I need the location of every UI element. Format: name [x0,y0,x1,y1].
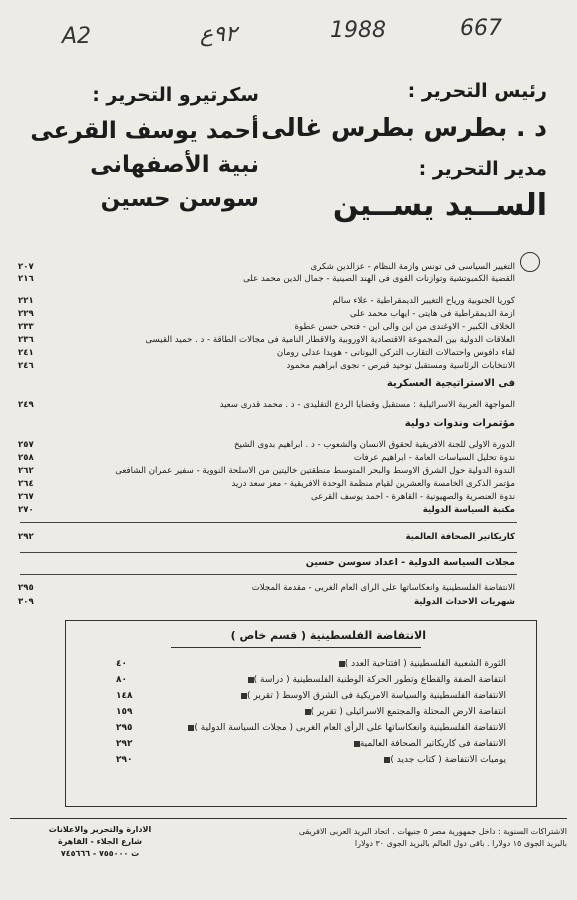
toc-entry: ٢٤١ لقاء دافوس واحتمالات التقارب التركى اليونانى - هويدا عدلى رومان [18,348,515,358]
toc-entry: ٢٩٢ كاريكاتير الصحافة العالمية [18,532,515,542]
toc-entry: ٢٧٠ مكتبة السياسة الدولية [18,505,515,515]
toc-entry: ٢٥٨ ندوة تحليل السياسات العامة - ابراهيم عرفات [18,453,515,463]
special-item: ١٥٩ انتفاضة الارض المحتلة والمجتمع الاسرائيلى ( تقرير ) [116,707,506,717]
toc-entry: ٢٢١ كوريا الجنوبية ورياح التغيير الديمقراطية - علاء سالم [18,296,515,306]
title-underline [171,647,421,648]
chief-editor-name: د . بطرس بطرس غالى [261,113,547,142]
special-item: ٢٩٢ الانتفاضة فى كاريكاتير الصحافة العالمية [116,739,506,749]
secretaries-title: سكرتيرو التحرير : [92,84,259,106]
toc-entry: ٢٦٧ ندوة العنصرية والصهيونية - القاهرة - احمد يوسف القرعى [18,492,515,502]
separator-line [20,574,517,575]
handwritten-year: 1988 [330,18,386,43]
special-item: ٤٠ الثورة الشعبية الفلسطينية ( افتتاحية العدد ) [116,659,506,669]
toc-entry: ٢٩٥ الانتفاضة الفلسطينية وانعكاساتها على الرأى العام الغربى - مقدمة المجلات [18,583,515,593]
special-item: ٢٩٠ يوميات الانتفاضة ( كتاب جديد ) [116,755,506,765]
special-section-title: الانتفاضة الفلسطينية ( قسم خاص ) [230,629,426,642]
toc-entry: ٢٣٦ العلاقات الدولية بين المجموعة الاقتصادية الاوروبية والاقطار النامية فى مجالات الطاقة - د . حميد القيسى [18,335,515,345]
toc-entry: ٢٤٩ المواجهة العربية الاسرائيلية : مستقبل وقضايا الردع التقليدى - د . محمد قدرى سعيد [18,400,515,410]
managing-editor-name: الســيد يســين [332,188,547,223]
handwritten-circle-mark [520,252,540,272]
chief-editor-title: رئيس التحرير : [407,80,547,102]
toc-entry: ٢٥٧ الدورة الاولى للجنة الافريقية لحقوق الانسان والشعوب - د . ابراهيم بدوى الشيخ [18,440,515,450]
toc-entry: ٣٠٩ شهريات الاحداث الدولية [18,597,515,607]
secretary-name: سوسن حسين [100,186,259,212]
managing-editor-title: مدير التحرير : [418,158,547,180]
separator-line [20,552,517,553]
separator-line [20,522,517,523]
footer-rule [10,818,567,819]
handwritten-code-mid: ٩٢ع [200,22,237,47]
handwritten-number: 667 [460,16,502,41]
toc-entry: ٢٦٢ الندوة الدولية حول الشرق الاوسط والبحر المتوسط منطقتين خاليتين من الاسلحة النووية - سفير عمران الشافعى [18,466,515,476]
section-heading-conferences: مؤتمرات وندوات دولية [404,418,515,429]
subscription-info: الاشتراكات السنوية : داخل جمهورية مصر ٥ جنيهات . اتحاد البريد العربى الافريقى بالبريد الجوى ١٥ دولارا . باقى دول العالم بالبريد الجوى ٣٠ دولارا [298,827,567,848]
special-item: ١٤٨ الانتفاضة الفلسطينية والسياسة الامريكية فى الشرق الاوسط ( تقرير ) [116,691,506,701]
admin-address: الادارة والتحرير والاعلانات شارع الجلاء - القاهرة ت ٧٥٥٠٠٠ - ٧٤٥٦٦٦ [48,825,152,858]
toc-entry: ٢١٦ القضية الكمبوتشية وتوازنات القوى فى الهند الصينية - جمال الدين محمد على [18,274,515,284]
secretary-name: نبية الأصفهانى [90,152,259,178]
toc-entry: ٢٣٣ الخلاف الكبير - الاوغندى من اين والى اين - فتحى حسن عطوة [18,322,515,332]
special-section-box [65,620,537,807]
handwritten-code: A2 [62,24,92,49]
toc-entry: ٢٦٤ مؤتمر الذكرى الخامسة والعشرين لقيام منظمة الوحدة الافريقية - معز سعد دريد [18,479,515,489]
section-heading-journals: مجلات السياسة الدولية - اعداد سوسن حسين [305,557,515,568]
special-item: ٢٩٥ الانتفاضة الفلسطينية وانعكاساتها على الرأى العام الغربى ( مجلات السياسة الدولية ) [116,723,506,733]
section-heading-strategy: فى الاستراتيجية العسكرية [386,378,515,389]
toc-entry: ٢٤٦ الانتخابات الرئاسية ومستقبل توحيد قبرص - نجوى ابراهيم محمود [18,361,515,371]
toc-entry: ٢٢٩ ازمة الديمقراطية فى هايتى - ايهاب محمد على [18,309,515,319]
special-item: ٨٠ انتفاضة الضفة والقطاع وتطور الحركة الوطنية الفلسطينية ( دراسة ) [116,675,506,685]
toc-entry: ٢٠٧ التغيير السياسى فى تونس وازمة النظام - عزالدين شكرى [18,262,515,272]
secretary-name: أحمد يوسف القرعى [30,118,259,144]
